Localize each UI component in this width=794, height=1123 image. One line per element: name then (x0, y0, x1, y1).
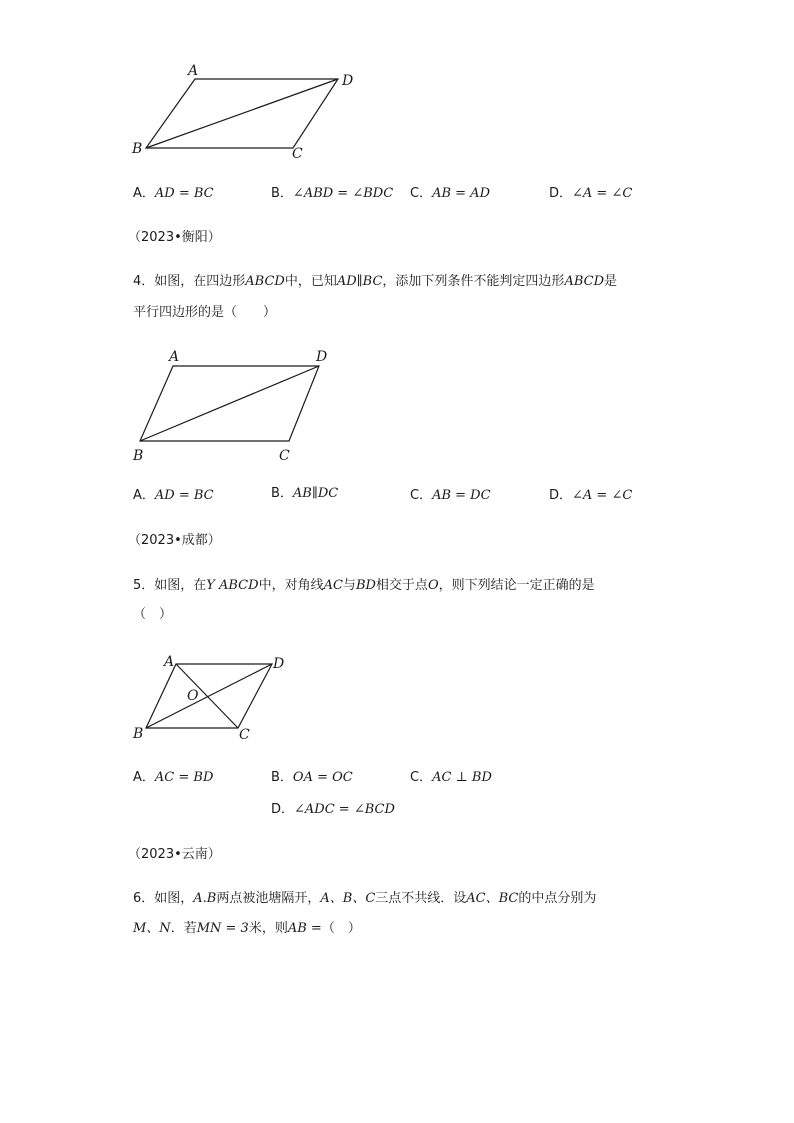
q6-text: 6．如图， (133, 891, 194, 906)
q4-label-b: B (133, 448, 144, 464)
q6-math: AC、BC (466, 891, 519, 906)
q4-text: 中，已知 (284, 274, 337, 289)
q6-math: MN = 3 (196, 921, 249, 936)
q5-label-o: O (187, 688, 199, 704)
q5-text: 5．如图，在 (133, 578, 207, 593)
q5-diagonal-bd (146, 664, 272, 728)
q3-label-d: D (342, 73, 354, 89)
q6-text: 米，则 (248, 921, 288, 936)
q4-math: ABCD (245, 274, 285, 289)
q5-math: Y ABCD (206, 578, 259, 593)
q5-math: AC (323, 578, 343, 593)
q4-option-b-text: AB∥DC (292, 486, 339, 501)
q5-math: BD (355, 578, 376, 593)
q5-option-c-letter: C． (410, 770, 433, 785)
source-yunnan: （2023•云南） (128, 847, 221, 862)
q5-option-d-letter: D． (271, 802, 295, 817)
q3-option-d-letter: D． (549, 186, 573, 201)
q4-stem-line2: 平行四边形的是（ ） (133, 305, 277, 320)
q5-math: O (427, 578, 439, 593)
q6-stem-line2 (133, 920, 361, 938)
q5-stem-line2: （ ） (133, 607, 173, 622)
q5-option-d-text: ∠ADC = ∠BCD (294, 802, 395, 817)
q5-text: ，则下列结论一定正确的是 (438, 578, 595, 593)
q5-option-b[interactable] (271, 769, 353, 787)
q6-math: AB = (287, 921, 322, 936)
q4-label-d: D (316, 349, 328, 365)
q4-option-c-text: AB = DC (432, 488, 491, 503)
q5-label-a: A (164, 654, 175, 670)
source-chengdu: （2023•成都） (128, 533, 221, 548)
q5-label-d: D (273, 656, 285, 672)
q3-label-c: C (292, 146, 303, 162)
q6-text: 的中点分别为 (518, 891, 597, 906)
q3-option-b-text: ∠ABD = ∠BDC (292, 186, 394, 201)
q5-text: 中，对角线 (258, 578, 324, 593)
q4-option-c-letter: C． (410, 488, 433, 503)
q6-text: 两点被池塘隔开， (216, 891, 321, 906)
q4-math: ABCD (564, 274, 604, 289)
q4-option-b-letter: B． (271, 486, 293, 501)
q6-text: （ ） (321, 921, 361, 936)
q6-stem-line1 (133, 890, 596, 908)
q6-math: A、B、C (320, 891, 376, 906)
q4-label-c: C (279, 448, 290, 464)
q4-text: 4．如图，在四边形 (133, 274, 246, 289)
q4-option-d-letter: D． (549, 488, 573, 503)
q5-text: 与 (342, 578, 356, 593)
q6-text: ．若 (170, 921, 197, 936)
q3-option-b-letter: B． (271, 186, 293, 201)
q4-option-a-text: AD = BC (154, 488, 214, 503)
q6-math: M、N (133, 921, 171, 936)
q3-option-c-text: AB = AD (432, 186, 490, 201)
q4-label-a: A (169, 349, 180, 365)
q3-option-c-letter: C． (410, 186, 433, 201)
q5-option-b-text: OA = OC (292, 770, 353, 785)
q3-option-a-text: AD = BC (154, 186, 214, 201)
q5-option-a-letter: A． (133, 770, 155, 785)
q5-label-c: C (239, 727, 250, 743)
q6-math: A.B (193, 891, 217, 906)
q5-option-a[interactable] (133, 769, 213, 787)
q3-label-b: B (132, 141, 143, 157)
q3-label-a: A (188, 63, 199, 79)
q4-math: AD∥BC (336, 274, 383, 289)
q5-option-c-text: AC ⊥ BD (432, 770, 492, 785)
q4-text: 是 (604, 274, 618, 289)
q5-option-a-text: AC = BD (154, 770, 214, 785)
q5-option-c[interactable] (410, 769, 492, 787)
q3-option-d-text: ∠A = ∠C (572, 186, 633, 201)
q3-option-a-letter: A． (133, 186, 155, 201)
q5-option-d[interactable] (271, 801, 395, 819)
q5-diagonal-ac (176, 664, 238, 728)
q4-option-a-letter: A． (133, 488, 155, 503)
q4-text: ，添加下列条件不能判定四边形 (382, 274, 565, 289)
q5-label-b: B (133, 726, 144, 742)
source-hengyang: （2023•衡阳） (128, 230, 221, 245)
q5-option-b-letter: B． (271, 770, 293, 785)
q5-text: 相交于点 (375, 578, 428, 593)
q4-option-d-text: ∠A = ∠C (572, 488, 633, 503)
q6-text: 三点不共线．设 (375, 891, 467, 906)
